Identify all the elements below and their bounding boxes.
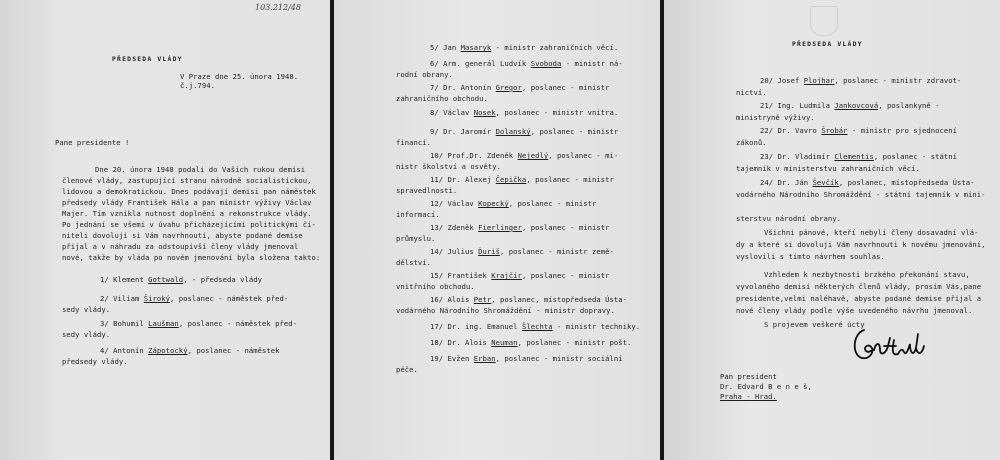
minister-entry bbox=[760, 152, 957, 161]
minister-name: Fierlinger bbox=[478, 223, 522, 232]
entry-text: , poslanec - ministr vnitra. bbox=[495, 108, 619, 117]
entry-text: Zdeněk bbox=[447, 223, 479, 232]
body-line: Po jednání se všemi v úvahu přicházejícími politickými či- bbox=[62, 220, 316, 229]
entry-text: , poslanec - náměstek bbox=[187, 346, 280, 355]
entry-number: 3/ bbox=[100, 319, 114, 328]
entry-continuation: vnitřního obchodu. bbox=[396, 282, 475, 291]
entry-text: Ing. Ludmila bbox=[777, 101, 835, 110]
minister-name: Laušman bbox=[148, 319, 179, 328]
entry-text: Dr. Alois bbox=[447, 338, 492, 347]
state-emblem-icon bbox=[810, 6, 838, 36]
entry-text: , poslanec - ministr bbox=[521, 223, 610, 232]
minister-entry bbox=[100, 294, 288, 303]
recipient-line: Dr. Edvard B e n e š, bbox=[720, 382, 812, 391]
body-line: lidovou a demokratickou. Dnes podávají demisi pan náměstek bbox=[62, 187, 316, 196]
entry-number: 13/ bbox=[430, 223, 448, 232]
minister-name: Ševčík bbox=[812, 178, 839, 187]
entry-continuation: nistr školství a osvěty. bbox=[396, 162, 502, 171]
minister-entry bbox=[430, 354, 623, 363]
minister-name: Jankovcová bbox=[834, 101, 879, 110]
entry-text: , poslanec - ministr bbox=[521, 271, 610, 280]
minister-name: Gottwald bbox=[148, 275, 184, 284]
entry-text: , poslanec - ministr země- bbox=[500, 247, 614, 256]
minister-entry bbox=[430, 127, 618, 136]
entry-continuation: předsedy vlády. bbox=[62, 357, 128, 366]
minister-entry bbox=[430, 338, 631, 347]
body-line: Dne 20. února 1948 podali do Vašich rukou demisi bbox=[95, 165, 306, 174]
entry-text: Josef bbox=[777, 76, 804, 85]
entry-number: 4/ bbox=[100, 346, 114, 355]
minister-entry bbox=[760, 178, 975, 187]
paragraph-line: vyvolaného demisí některých členů vlády, prosím Vás,pane bbox=[736, 282, 982, 291]
entry-number: 16/ bbox=[430, 295, 448, 304]
entry-text: , poslanec - ministr bbox=[521, 83, 610, 92]
letter-page-2 bbox=[334, 0, 660, 460]
body-line: členové vlády, zastupující stranu národně socialistickou, bbox=[62, 176, 312, 185]
entry-number: 11/ bbox=[430, 175, 448, 184]
entry-text: , poslanec - ministr bbox=[508, 199, 597, 208]
entry-text: Václav bbox=[443, 108, 474, 117]
paragraph-line: presidente,velmi naléhavě, abyste podané demise přijal a bbox=[736, 294, 982, 303]
minister-entry bbox=[100, 346, 280, 355]
minister-name: Clementis bbox=[834, 152, 874, 161]
entry-text: , poslanec - náměstek před- bbox=[170, 294, 289, 303]
minister-entry bbox=[430, 199, 596, 208]
minister-entry bbox=[430, 108, 618, 117]
minister-entry bbox=[430, 175, 614, 184]
entry-continuation: zahraničního obchodu. bbox=[396, 94, 488, 103]
entry-text: Václav bbox=[447, 199, 479, 208]
entry-text: Julius bbox=[447, 247, 479, 256]
entry-text: Alois bbox=[447, 295, 474, 304]
entry-continuation: ministryně výživy. bbox=[736, 113, 815, 122]
minister-name: Široký bbox=[143, 294, 171, 303]
entry-text: Dr. Vavro bbox=[777, 126, 822, 135]
minister-name: Neuman bbox=[491, 338, 518, 347]
minister-name: Kopecký bbox=[478, 199, 509, 208]
minister-name: Ďuriš bbox=[478, 247, 501, 256]
entry-text: Antonín bbox=[113, 346, 149, 355]
entry-continuation: tajemník v ministerstvu zahraničních věcí. bbox=[736, 164, 920, 173]
entry-number: 20/ bbox=[760, 76, 778, 85]
entry-number: 8/ bbox=[430, 108, 444, 117]
entry-text: Evžen bbox=[447, 354, 474, 363]
entry-text: , poslanec - ministr zdravot- bbox=[834, 76, 962, 85]
entry-text: , poslanec, místopředseda Ústa- bbox=[838, 178, 975, 187]
signature-gottwald bbox=[850, 320, 930, 368]
letter-page-1 bbox=[0, 0, 330, 460]
entry-text: , poslankyně - bbox=[878, 101, 940, 110]
minister-name: Čepička bbox=[495, 175, 527, 184]
entry-continuation: sterstvu národní obrany. bbox=[736, 214, 842, 223]
minister-entry bbox=[100, 275, 262, 284]
letterhead-title: PŘEDSEDA VLÁDY bbox=[792, 40, 863, 48]
paragraph-line: nové členy vlády podle výše uvedeného návrhu jmenoval. bbox=[736, 306, 973, 315]
minister-name: Šrobár bbox=[821, 126, 848, 135]
entry-text: , poslanec - ministr bbox=[526, 175, 614, 184]
closing-phrase: S projevem veškeré úcty bbox=[764, 320, 865, 329]
entry-number: 19/ bbox=[430, 354, 448, 363]
minister-entry bbox=[760, 126, 957, 135]
minister-name: Dolanský bbox=[495, 127, 531, 136]
body-line: přijal a v náhradu za odstoupivší členy vlády jmenoval bbox=[62, 242, 299, 251]
minister-name: Gregor bbox=[495, 83, 522, 92]
entry-text: - ministr zahraničních věcí. bbox=[491, 43, 619, 52]
entry-text: , - předseda vlády bbox=[183, 275, 262, 284]
entry-continuation: informací. bbox=[396, 210, 440, 219]
entry-number: 15/ bbox=[430, 271, 448, 280]
entry-number: 7/ bbox=[430, 83, 444, 92]
minister-name: Šlechta bbox=[521, 322, 553, 331]
entry-number: 21/ bbox=[760, 101, 778, 110]
place-date: V Praze dne 25. února 1948. bbox=[180, 72, 299, 81]
minister-name: Krajčír bbox=[491, 271, 522, 280]
minister-entry bbox=[430, 322, 640, 331]
entry-continuation: vodárného Národního Shromáždění - státní tajemník v mini- bbox=[736, 190, 986, 199]
entry-text: František bbox=[447, 271, 492, 280]
entry-continuation: dělství. bbox=[396, 258, 432, 267]
minister-entry bbox=[430, 43, 618, 52]
minister-entry bbox=[430, 223, 609, 232]
entry-text: Viliam bbox=[113, 294, 144, 303]
entry-continuation: rodní obrany. bbox=[396, 70, 453, 79]
entry-continuation: péče. bbox=[396, 365, 418, 374]
minister-name: Petr bbox=[473, 295, 492, 304]
entry-text: - ministr techniky. bbox=[552, 322, 641, 331]
minister-entry bbox=[430, 271, 609, 280]
minister-name: Plojhar bbox=[803, 76, 835, 85]
minister-entry bbox=[430, 247, 614, 256]
entry-number: 5/ bbox=[430, 43, 444, 52]
entry-continuation: vodárného Národního Shromáždění - ministr dopravy. bbox=[396, 306, 615, 315]
entry-text: Dr. ing. Emanuel bbox=[447, 322, 522, 331]
paragraph-line: vyslovili s tímto návrhem souhlas. bbox=[736, 252, 885, 261]
body-line: niteli dovoluji si Vám navrhnouti, abyste podané demise bbox=[62, 231, 303, 240]
reference-number: č.j.794. bbox=[180, 81, 216, 90]
entry-text: , poslanec - mi- bbox=[548, 151, 619, 160]
entry-number: 23/ bbox=[760, 152, 778, 161]
entry-number: 9/ bbox=[430, 127, 444, 136]
body-line: nové, takže by vláda po novém jmenování byla složena takto: bbox=[62, 253, 321, 262]
entry-text: Bohumil bbox=[113, 319, 149, 328]
minister-entry bbox=[430, 151, 618, 160]
paragraph-line: dy a které si dovoluji Vám navrhnouti k novému jmenování, bbox=[736, 240, 986, 249]
entry-text: , poslanec, místopředseda Ústa- bbox=[491, 295, 627, 304]
minister-entry bbox=[760, 101, 939, 110]
entry-text: - ministr pro sjednocení bbox=[847, 126, 957, 135]
entry-number: 1/ bbox=[100, 275, 114, 284]
entry-number: 22/ bbox=[760, 126, 778, 135]
entry-number: 10/ bbox=[430, 151, 448, 160]
body-line: Majer. Tím vznikla nutnost doplnění a rekonstrukce vlády. bbox=[62, 209, 312, 218]
entry-text: , poslanec - státní bbox=[873, 152, 957, 161]
entry-number: 6/ bbox=[430, 59, 444, 68]
entry-continuation: sedy vlády. bbox=[62, 330, 111, 339]
body-line: předsedy vlády František Hála a pan ministr výživy Václav bbox=[62, 198, 312, 207]
minister-entry bbox=[430, 59, 623, 68]
minister-entry bbox=[100, 319, 297, 328]
entry-text: - ministr ná- bbox=[561, 59, 623, 68]
entry-text: Dr. Antonín bbox=[443, 83, 496, 92]
paragraph-line: Všichni pánové, kteří nebyli členy dosavadní vlá- bbox=[764, 228, 979, 237]
entry-number: 12/ bbox=[430, 199, 448, 208]
minister-entry bbox=[430, 83, 609, 92]
entry-continuation: financí. bbox=[396, 138, 432, 147]
entry-text: , poslanec - ministr sociální bbox=[495, 354, 623, 363]
minister-name: Nejedlý bbox=[517, 151, 549, 160]
minister-name: Masaryk bbox=[460, 43, 492, 52]
entry-text: , poslanec - ministr bbox=[530, 127, 619, 136]
minister-name: Nosek bbox=[473, 108, 496, 117]
minister-entry bbox=[430, 295, 627, 304]
recipient-line: Pan president bbox=[720, 372, 777, 381]
recipient-line: Praha - Hrad. bbox=[720, 392, 777, 401]
paragraph-line: Vzhledem k nezbytnosti brzkého překonání stavu, bbox=[764, 270, 970, 279]
entry-text: Dr. Jaromír bbox=[443, 127, 496, 136]
minister-name: Svoboda bbox=[530, 59, 562, 68]
entry-text: Dr. Alexej bbox=[447, 175, 496, 184]
entry-continuation: sedy vlády. bbox=[62, 305, 111, 314]
entry-number: 2/ bbox=[100, 294, 114, 303]
entry-text: Jan bbox=[443, 43, 461, 52]
entry-continuation: nictví. bbox=[736, 88, 767, 97]
entry-text: Arm. generál Ludvík bbox=[443, 59, 531, 68]
entry-number: 14/ bbox=[430, 247, 448, 256]
salutation: Pane presidente ! bbox=[55, 138, 130, 147]
entry-continuation: průmyslu. bbox=[396, 234, 436, 243]
entry-text: Prof.Dr. Zdeněk bbox=[447, 151, 518, 160]
entry-text: Klement bbox=[113, 275, 149, 284]
entry-number: 24/ bbox=[760, 178, 778, 187]
minister-name: Erban bbox=[473, 354, 496, 363]
minister-name: Zápotocký bbox=[148, 346, 188, 355]
entry-text: Dr. Ján bbox=[777, 178, 813, 187]
letter-page-3 bbox=[664, 0, 1000, 460]
entry-text: , poslanec - náměstek před- bbox=[178, 319, 297, 328]
entry-text: Dr. Vladimír bbox=[777, 152, 835, 161]
entry-continuation: zákonů. bbox=[736, 138, 767, 147]
letterhead-title: PŘEDSEDA VLÁDY bbox=[112, 55, 183, 63]
minister-entry bbox=[760, 76, 961, 85]
entry-number: 17/ bbox=[430, 322, 448, 331]
archive-number: 103.212/48 bbox=[255, 3, 301, 12]
entry-text: , poslanec - ministr pošt. bbox=[517, 338, 632, 347]
entry-number: 18/ bbox=[430, 338, 448, 347]
entry-continuation: spravedlnosti. bbox=[396, 186, 458, 195]
